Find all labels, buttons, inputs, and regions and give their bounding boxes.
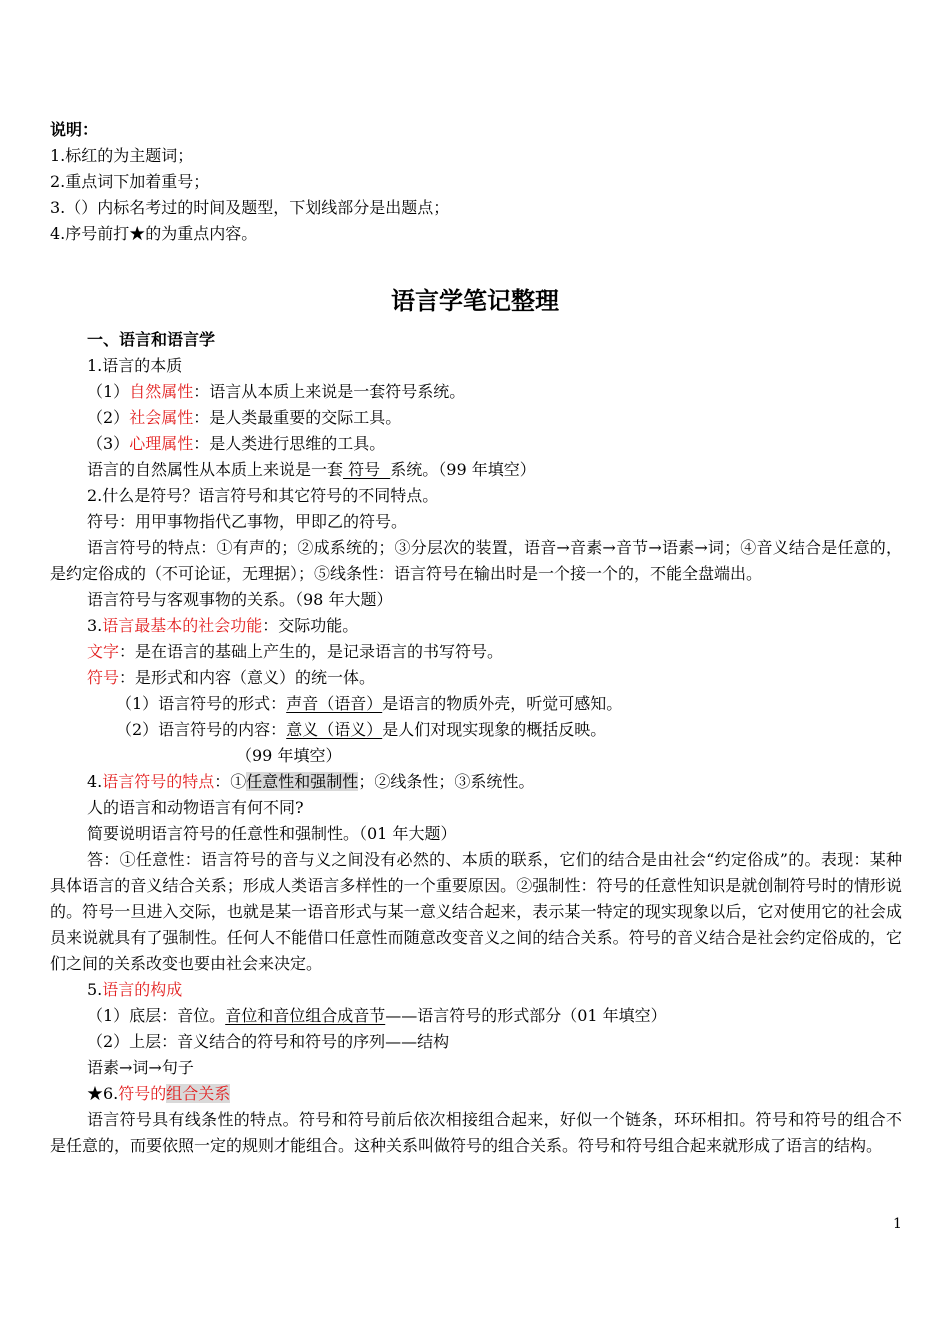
sign-content-item xyxy=(116,717,606,743)
underlined-term: 意义（语义） xyxy=(286,720,383,739)
item-number: 5. xyxy=(87,980,103,999)
notes-item-3: 3.（）内标名考过的时间及题型，下划线部分是出题点； xyxy=(50,198,450,217)
notes-heading: 说明： xyxy=(50,120,99,139)
keyword: 语言符号的特点 xyxy=(102,772,215,791)
item-text: 是人们对现实现象的概括反映。 xyxy=(382,720,607,739)
writing-definition xyxy=(87,639,503,665)
item-text: ：语言从本质上来说是一套符号系统。 xyxy=(193,382,466,401)
subsection-3-title xyxy=(87,613,358,639)
keyword: 社会属性 xyxy=(129,408,194,427)
item-number: 4. xyxy=(87,772,103,791)
nature-item-2 xyxy=(87,405,401,431)
keyword: 符号的 xyxy=(118,1084,167,1103)
nature-item-3 xyxy=(87,431,385,457)
item-text: ：是人类进行思维的工具。 xyxy=(193,434,386,453)
document-title: 语言学笔记整理 xyxy=(391,286,559,315)
highlighted-term: 任意性和强制性 xyxy=(246,772,359,791)
subsection-2-title: 2.什么是符号？语言符号和其它符号的不同特点。 xyxy=(87,486,439,505)
symbol-unity-definition xyxy=(87,665,375,691)
underlined-term: 声音（语音） xyxy=(286,694,383,713)
exam-note: （99 年填空） xyxy=(236,746,342,765)
item-text: （2）语言符号的内容： xyxy=(116,720,287,739)
keyword: 自然属性 xyxy=(129,382,194,401)
sign-object-relation: 语言符号与客观事物的关系。（98 年大题） xyxy=(87,590,393,609)
keyword: 语言最基本的社会功能 xyxy=(102,616,263,635)
item-text: ：是在语言的基础上产生的，是记录语言的书写符号。 xyxy=(119,642,504,661)
highlighted-keyword: 组合关系 xyxy=(166,1084,231,1103)
item-text: （1）语言符号的形式： xyxy=(116,694,287,713)
item-text: ：是形式和内容（意义）的统一体。 xyxy=(119,668,376,687)
item-text: ：① xyxy=(214,772,247,791)
top-layer-item: （2）上层：音义结合的符号和符号的序列——结构 xyxy=(87,1032,450,1051)
symbol-definition: 符号：用甲事物指代乙事物，甲即乙的符号。 xyxy=(87,512,408,531)
page-number: 1 xyxy=(893,1216,902,1232)
combination-paragraph: 语言符号具有线条性的特点。符号和符号前后依次相接组合起来，好似一个链条，环环相扣。符号和符号的组合不是任意的，而要依照一定的规则才能组合。这种关系叫做符号的组合关系。符号和符号组合起来就形成了语言的结构。 xyxy=(50,1110,902,1155)
keyword: 心理属性 xyxy=(129,434,194,453)
subsection-5-title xyxy=(87,977,182,1003)
subsection-6-title xyxy=(87,1081,230,1107)
sign-features-paragraph: 语言符号的特点：①有声的；②成系统的；③分层次的装置，语音→音素→音节→语素→词；④音义结合是任意的，是约定俗成的（不可论证，无理据）；⑤线条性：语言符号在输出时是一个接一个的，不能全盘端出。 xyxy=(50,538,902,583)
item-number: （2） xyxy=(87,408,130,427)
item-text: （1）底层：音位。 xyxy=(87,1006,226,1025)
underlined-term: 音位和音位组合成音节 xyxy=(225,1006,386,1025)
item-text: ：交际功能。 xyxy=(262,616,359,635)
fill-pre: 语言的自然属性从本质上来说是一套 xyxy=(87,460,344,479)
keyword: 符号 xyxy=(87,668,120,687)
question-animal-language: 人的语言和动物语言有何不同? xyxy=(87,798,304,817)
notes-item-1: 1.标红的为主题词； xyxy=(50,146,194,165)
item-text: 是语言的物质外壳，听觉可感知。 xyxy=(382,694,623,713)
item-number: （1） xyxy=(87,382,130,401)
sign-form-item xyxy=(116,691,622,717)
nature-item-1 xyxy=(87,379,465,405)
subsection-1-title: 1.语言的本质 xyxy=(87,356,183,375)
section-heading: 一、语言和语言学 xyxy=(87,330,216,349)
keyword: 文字 xyxy=(87,642,120,661)
item-text: ——语言符号的形式部分（01 年填空） xyxy=(385,1006,667,1025)
notes-item-4: 4.序号前打★的为重点内容。 xyxy=(50,224,258,243)
notes-item-2: 2.重点词下加着重号； xyxy=(50,172,210,191)
item-number: （3） xyxy=(87,434,130,453)
keyword: 语言的构成 xyxy=(102,980,183,999)
bottom-layer-item xyxy=(87,1003,667,1029)
star-marker: ★6. xyxy=(87,1084,119,1103)
fill-question xyxy=(87,457,536,483)
item-number: 3. xyxy=(87,616,103,635)
structure-chain: 语素→词→句子 xyxy=(87,1058,194,1077)
fill-post: 系统。（99 年填空） xyxy=(390,460,536,479)
question-arbitrariness: 简要说明语言符号的任意性和强制性。（01 年大题） xyxy=(87,824,457,843)
answer-paragraph: 答：①任意性：语言符号的音与义之间没有必然的、本质的联系，它们的结合是由社会“约定俗成”的。表现：某种具体语言的音义结合关系；形成人类语言多样性的一个重要原因。②强制性：符号的任意性知识是就创制符号时的情形说的。符号一旦进入交际，也就是某一语音形式与某一意义结合起来，表示某一特定的现实现象以后，它对使用它的社会成员来说就具有了强制性。任何人不能借口任意性而随意改变音义之间的结合关系。符号的音义结合是社会约定俗成的，它们之间的关系改变也要由社会来决定。 xyxy=(50,850,902,973)
item-text: ；②线条性；③系统性。 xyxy=(358,772,535,791)
subsection-4-title xyxy=(87,769,534,795)
item-text: ：是人类最重要的交际工具。 xyxy=(193,408,402,427)
fill-blank: 符号 xyxy=(343,460,391,479)
